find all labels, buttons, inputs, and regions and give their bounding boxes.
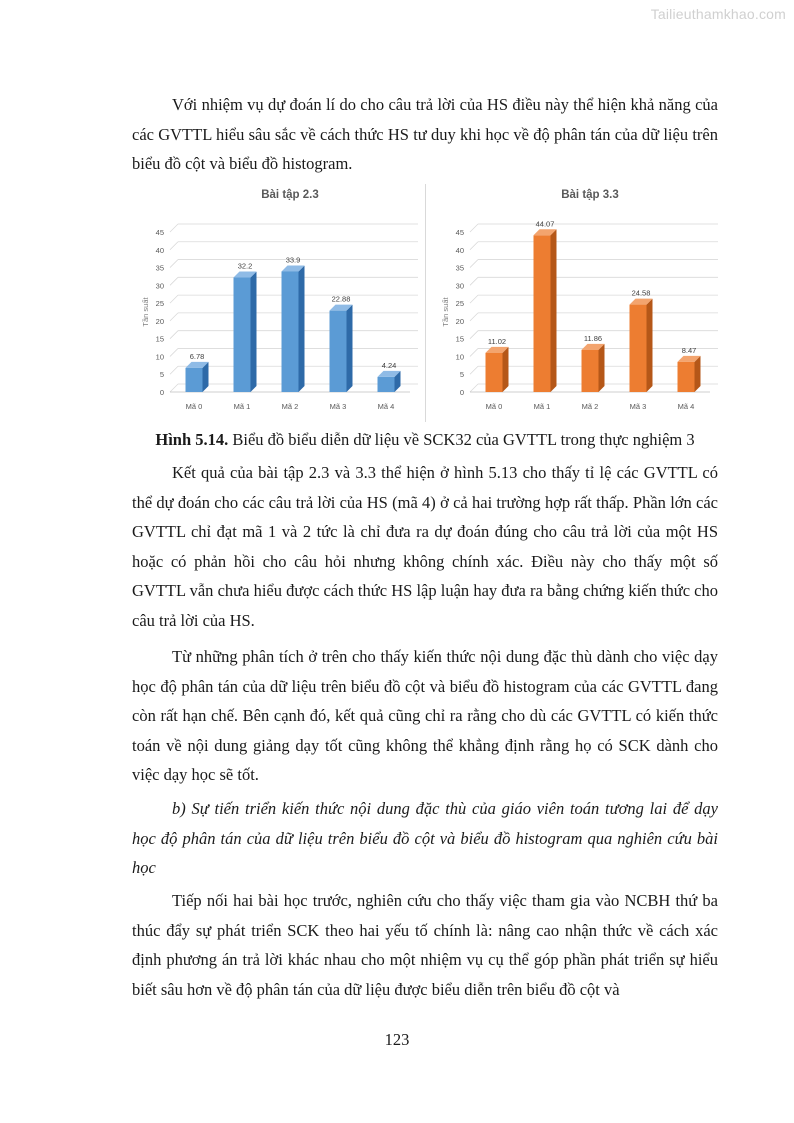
caption-label: Hình 5.14. [155,430,229,449]
y-tick-label: 25 [155,299,164,309]
paragraph-4-heading: b) Sự tiến triển kiến thức nội dung đặc thù của giáo viên toán tương lai để dạy học độ phân tán của dữ liệu trên biểu đồ cột và biểu đồ histogram qua nghiên cứu bài học [132,799,718,878]
watermark: Tailieuthamkhao.com [650,6,786,22]
data-label: 11.02 [487,336,507,346]
y-tick-label: 0 [459,388,464,397]
y-tick-label: 0 [159,388,164,397]
gridline-side [470,260,478,268]
data-label: 32.2 [237,261,253,271]
gridline-side [470,384,478,392]
y-tick-label: 35 [455,263,464,273]
x-tick-label: Mã 1 [233,402,251,411]
bar [378,377,395,392]
gridline-side [470,313,478,321]
gridline-side [170,384,178,392]
x-tick-label: Mã 0 [185,402,203,411]
y-tick-label: 5 [159,370,164,380]
gridline-side [470,348,478,356]
bar [486,353,503,392]
chart-title: Bài tập 2.3 [261,189,319,201]
x-tick-label: Mã 2 [281,402,299,411]
x-tick-label: Mã 1 [533,402,551,411]
paragraph-5: Tiếp nối hai bài học trước, nghiên cứu cho thấy việc tham gia vào NCBH thứ ba thúc đẩy sự phát triển SCK theo hai yếu tố chính là: nâng cao nhận thức về cách xác định phương án trả lời khác nhau cho một nhiệm vụ cụ thể góp phần phát triển sự hiểu biết sâu hơn về độ phân tán của dữ liệu được biểu diễn trên biểu đồ cột và [132,891,718,999]
gridline-side [170,260,178,268]
bar-side [503,347,509,392]
y-tick-label: 30 [455,281,464,291]
bar-side [299,265,305,392]
gridline-side [470,277,478,285]
gridline-side [470,295,478,303]
gridline-side [170,224,178,232]
bar [678,362,695,392]
y-tick-label: 40 [455,245,464,255]
gridline-side [470,331,478,339]
y-tick-label: 25 [455,299,464,309]
caption-text: Biểu đồ biểu diễn dữ liệu về SCK32 của GVTTL trong thực nghiệm 3 [228,430,695,449]
paragraph-3: Từ những phân tích ở trên cho thấy kiến thức nội dung đặc thù dành cho việc dạy học độ phân tán của dữ liệu trên biểu đồ cột và biểu đồ histogram của các GVTTL đang còn rất hạn chế. Bên cạnh đó, kết quả cũng chỉ ra rằng cho dù các GVTTL có kiến thức toán về nội dung giảng dạy tốt cũng không thể khẳng định rằng họ có SCK dành cho việc dạy học sẽ tốt. [132,647,718,785]
data-label: 33.9 [285,255,301,265]
data-label: 6.78 [189,351,205,361]
bar-side [599,344,605,392]
chart-bai-tap-2-3 [140,180,420,420]
y-tick-label: 10 [455,352,464,362]
y-tick-label: 45 [155,228,164,237]
y-tick-label: 10 [155,352,164,362]
chart-bai-tap-3-3 [440,180,720,420]
y-tick-label: 5 [459,370,464,380]
y-tick-label: 45 [455,228,464,237]
paragraph-2: Kết quả của bài tập 2.3 và 3.3 thể hiện ở hình 5.13 cho thấy tỉ lệ các GVTTL có thể dự đoán cho các câu trả lời của HS (mã 4) ở cả hai trường hợp rất thấp. Phần lớn các GVTTL chỉ đạt mã 1 và 2 tức là chỉ đưa ra dự đoán đúng cho câu trả lời của một HS hoặc có phản hồi cho câu hỏi nhưng không chính xác. Điều này cho thấy một số GVTTL vẫn chưa hiểu được cách thức HS lập luận hay đưa ra bằng chứng kiến thức cho câu trả lời của HS. [132,463,718,630]
bar [330,311,347,392]
chart-title: Bài tập 3.3 [561,189,619,201]
y-tick-label: 35 [155,263,164,273]
y-tick-label: 15 [455,334,464,344]
y-tick-label: 20 [155,316,164,326]
gridline-side [170,277,178,285]
x-tick-label: Mã 3 [629,402,647,411]
bar [582,350,599,392]
bar [282,271,299,392]
bar-side [695,356,701,392]
gridline-side [470,366,478,374]
data-label: 22.88 [331,294,351,304]
data-label: 24.58 [631,288,651,298]
paragraph-1: Với nhiệm vụ dự đoán lí do cho câu trả lời của HS điều này thể hiện khả năng của các GVTTL hiểu sâu sắc về cách thức HS tư duy khi học về độ phân tán của dữ liệu trên biểu đồ cột và biểu đồ histogram. [132,95,718,174]
data-label: 44.07 [535,219,555,229]
gridline-side [170,348,178,356]
y-axis-label: Tần suất [141,297,150,327]
bar-side [551,229,557,392]
figure-caption [132,430,718,450]
bar-side [347,305,353,392]
x-tick-label: Mã 4 [677,402,695,411]
y-tick-label: 40 [155,245,164,255]
gridline-side [170,242,178,250]
page-number: 123 [384,1030,410,1049]
y-tick-label: 20 [455,316,464,326]
gridline-side [170,295,178,303]
gridline-side [170,313,178,321]
data-label: 8.47 [681,345,697,355]
y-tick-label: 30 [155,281,164,291]
bar [630,305,647,392]
bar-chart-3-3 [440,180,720,420]
gridline-side [470,242,478,250]
x-tick-label: Mã 0 [485,402,503,411]
bar [234,278,251,392]
y-axis-label: Tần suất [441,297,450,327]
bar-side [251,272,257,392]
chart-divider [425,184,426,422]
bar [534,235,551,392]
data-label: 11.86 [583,333,603,343]
gridline-side [170,331,178,339]
y-tick-label: 15 [155,334,164,344]
gridline-side [470,224,478,232]
x-tick-label: Mã 4 [377,402,395,411]
x-tick-label: Mã 2 [581,402,599,411]
bar [186,368,203,392]
bar-side [647,299,653,392]
x-tick-label: Mã 3 [329,402,347,411]
gridline-side [170,366,178,374]
data-label: 4.24 [381,360,397,370]
bar-chart-2-3 [140,180,420,420]
